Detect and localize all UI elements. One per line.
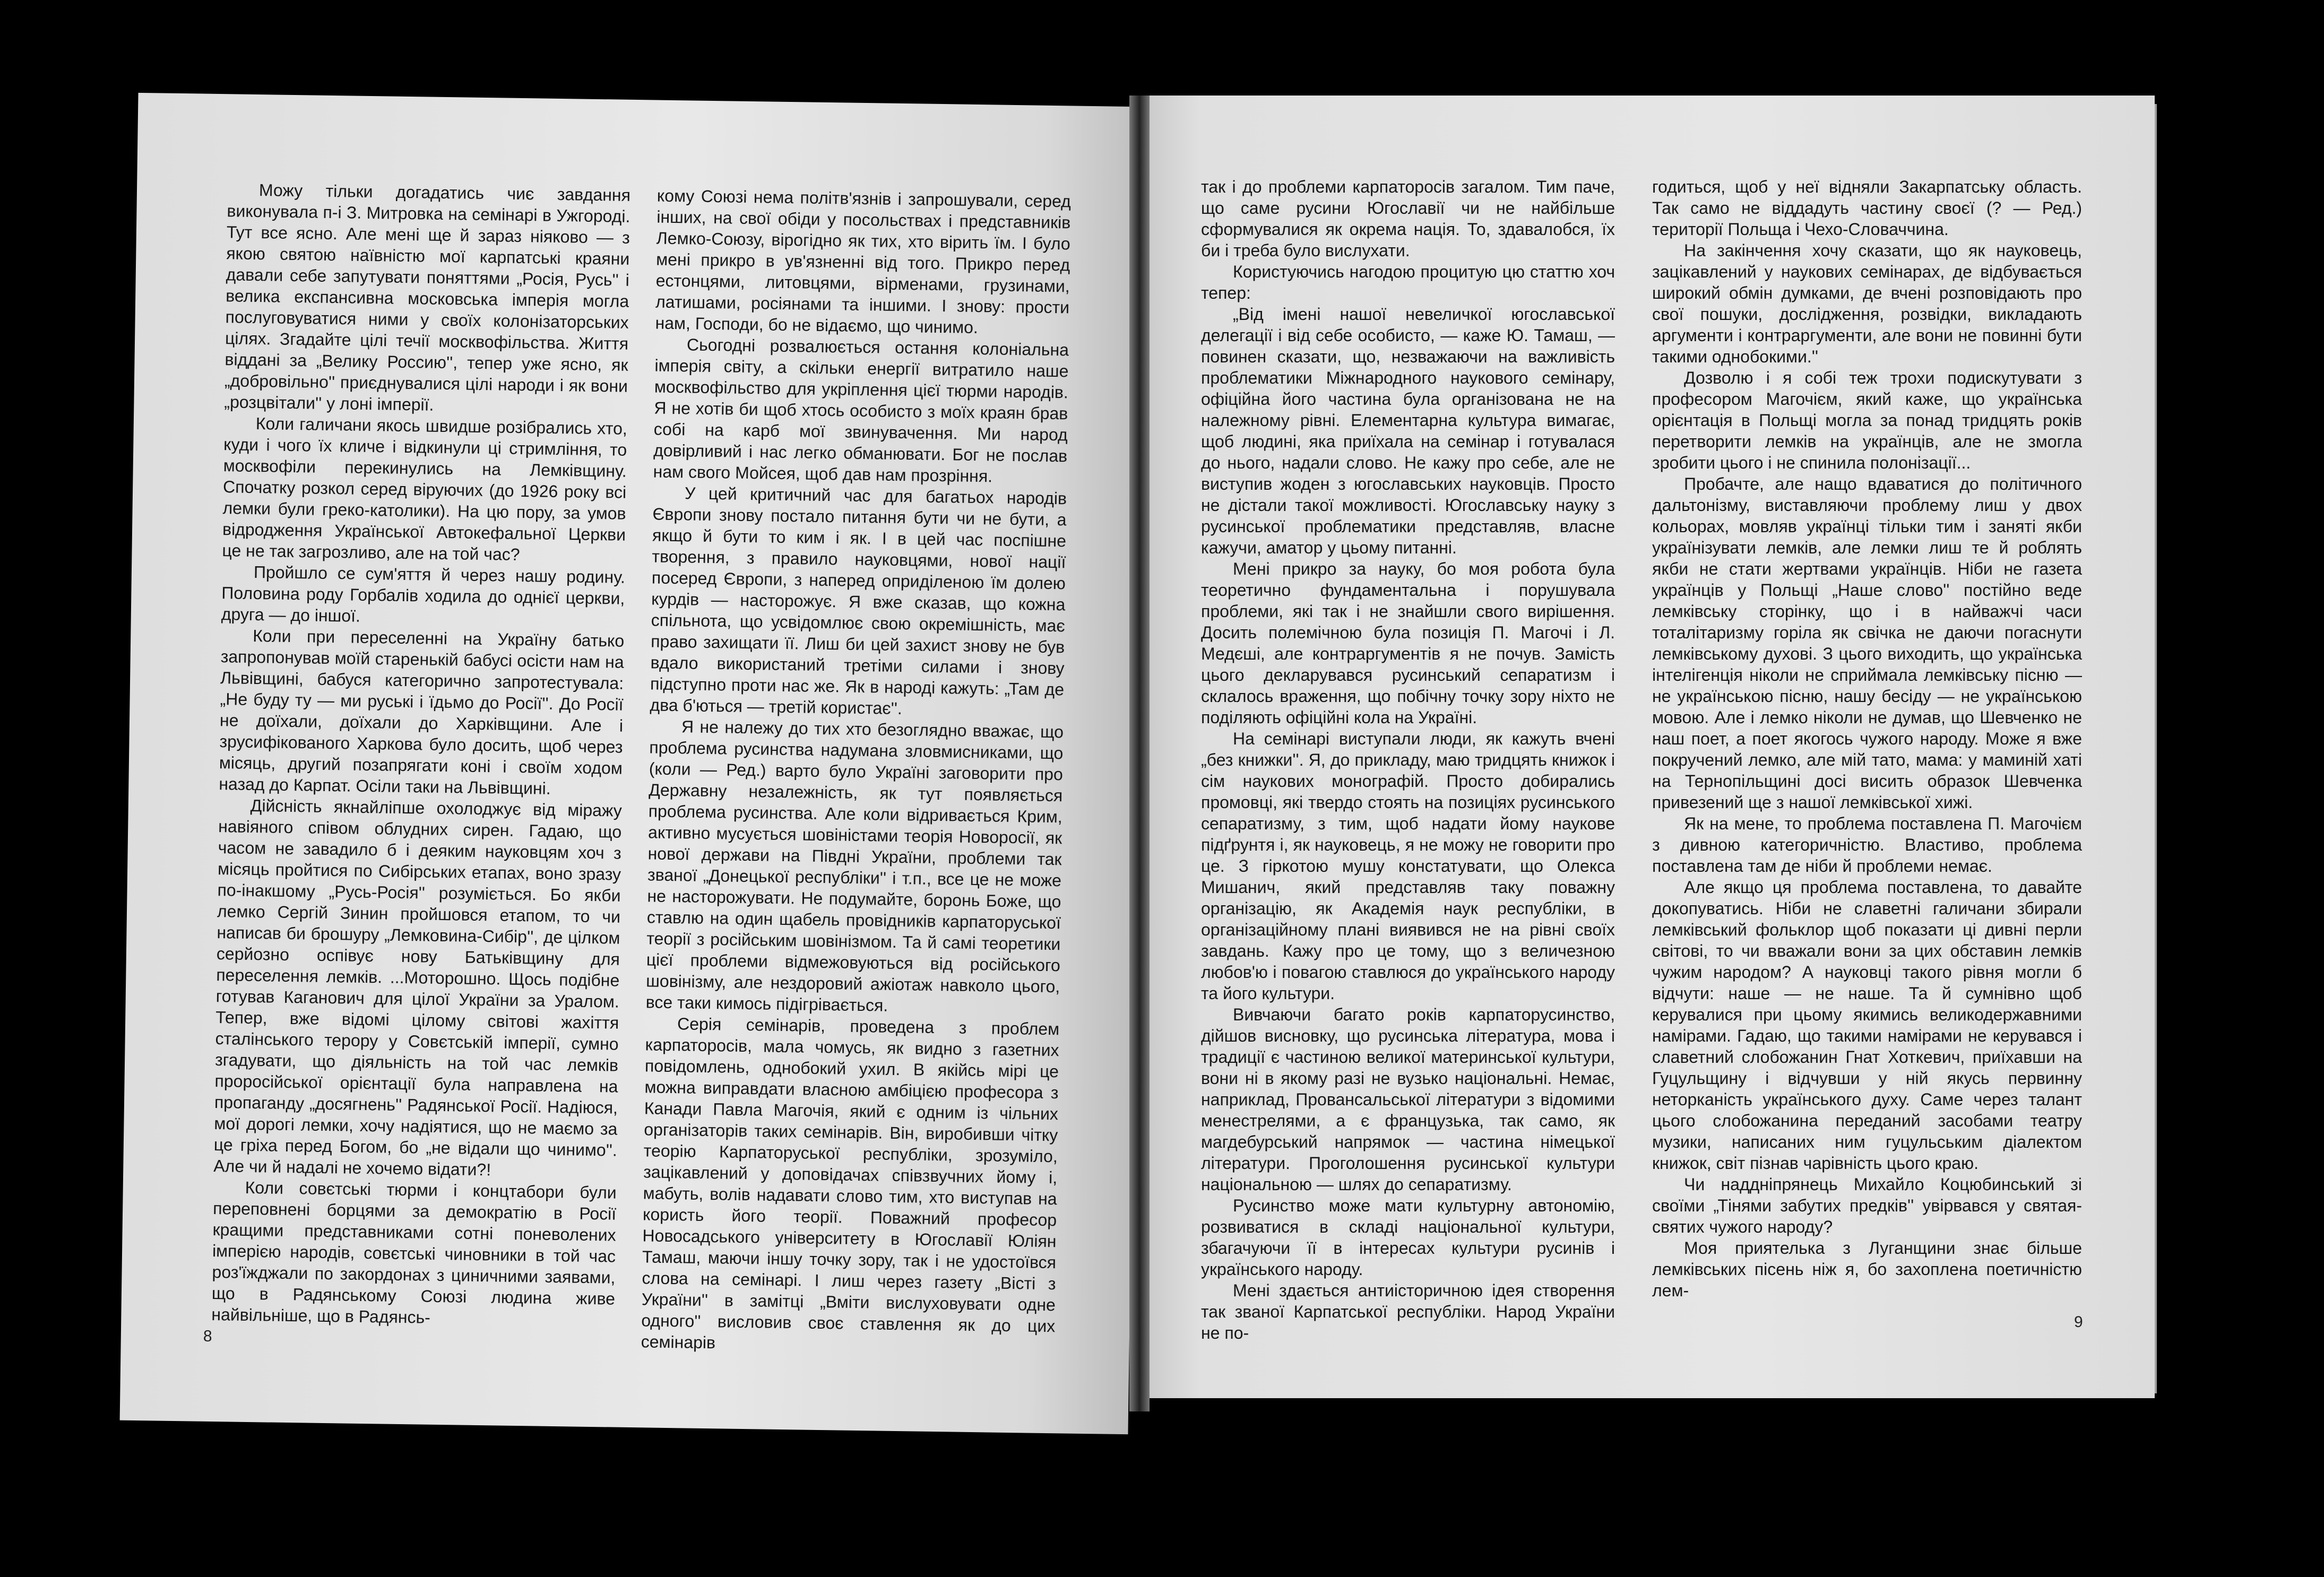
left-column-1 (211, 179, 630, 1330)
paragraph: Коли при переселенні на Україну батько запропонував моїй старенькій бабусі осісти нам на Львівщині, бабуся категорично запротестувала: „Не буду ту — ми руські і їдьмо до Росії''. До Росії не доїхали, доїхали до Харківщини. Але і зрусифікованого Харкова було досить, щоб через місяць, другий позапрягати коні і своїм ходом назад до Карпат. Осіли таки на Львівщині. (219, 626, 625, 798)
paragraph: Моя приятелька з Луганщини знає більше лемківських пісень ніж я, бо захоплена поетичністю лем- (1652, 1238, 2082, 1300)
paragraph: годиться, щоб у неї відняли Закарпатську область. Так само не віддадуть частину своєї (? — Ред.) території Польща і Чехо-Словаччина. (1652, 177, 2082, 239)
page-number-right: 9 (2074, 1313, 2083, 1331)
paragraph: Коли галичани якось швидше розібрались хто, куди і чого їх кличе і відкинули ці стримління, то москвофіли перекинулись на Лемківщину. Спочатку розкол серед віруючих (до 1926 року всі лемки були греко-католики). На цю пору, за умов відродження Української Автокефальної Церкви це не так загрозливо, але на той час? (222, 414, 628, 564)
paragraph: У цей критичний час для багатьох народів Європи знову постало питання бути чи не бути, а якщо й бути то ким і як. І в цей час поспішне творення, з правило науковцями, нової нації посеред Європи, з наперед оприділеною їм долею курдів — насторожує. Я вже сказав, що кожна спільнота, що усвідомлює свою окремішність, має право захищати її. Лиш би цей захист знову не був вдало використаний третіми силами і знову підступно проти нас же. Як в народі кажуть: „Там де два б'ються — третій користає''. (650, 483, 1067, 718)
paragraph: Дійсність якнайліпше охолоджує від міражу навіяного співом облудних сирен. Гадаю, що часом не завадило б і деяким науковцям хоч з місяць пройтися по Сибірських етапах, воно зразу по-інакшому „Русь-Росія'' розуміється. Бо якби лемко Сергій Зинин пройшовся етапом, то чи написав би брошуру „Лемковина-Сибір'', де цілком серйозно оспівує нову Батьківщину для переселення лемків. ...Моторошно. Щось подібне готував Каганович для цілої України за Уралом. Тепер, вже відомі цілому світові жахіття сталінського терору у Совєтській імперії, сумно згадувати, що діяльність на той час лемків проросійської орієнтації була направлена на пропаганду „досягнень'' Радянської Росії. Надіюся, мої дорогі лемки, хочу надіятися, що не маємо за це гріха перед Богом, бо „не відали що чинимо''. Але чи й надалі не хочемо відати?! (213, 795, 623, 1180)
paragraph: Мені здається антиісторичною ідея створення так званої Карпатської республіки. Народ України не по- (1201, 1281, 1615, 1342)
paragraph: Коли совєтські тюрми і концтабори були переповнені борцями за демократію в Росії кращими представниками сотні поневолених імперією народів, совєтські чиновники в той час роз'їжджали по закордонах з циничними заявами, що в Радянському Союзі людина живе найвільніше, що в Радянсь- (211, 1177, 617, 1327)
paragraph: Чи наддніпрянець Михайло Коцюбинський зі своїми „Тінями забутих предків'' увірвався у святая-святих чужого народу? (1652, 1175, 2082, 1236)
paragraph: Користуючись нагодою процитую цю статтю хоч тепер: (1201, 262, 1615, 302)
paragraph: Як на мене, то проблема поставлена П. Магочієм з дивною категоричністю. Властиво, проблема поставлена там де ніби й проблеми немає. (1652, 814, 2082, 876)
paragraph: „Від імені нашої невеличкої югославської делегації і від себе особисто, — каже Ю. Тамаш, — повинен сказати, що, незважаючи на важливість проблематики Міжнародного наукового семінару, офіційна його частина була організована не на належному рівні. Елементарна культура вимагає, щоб людині, яка приїхала на семінар і готувалася до нього, надали слово. Не кажу про себе, але не виступив жоден з югославських науковців. Просто не дістали такої можливості. Югославську науку з русинської проблематики представляв, власне кажучи, аматор у цьому питанні. (1201, 305, 1615, 557)
book-gutter (1129, 96, 1150, 1411)
paragraph: На закінчення хочу сказати, що як науковець, зацікавлений у наукових семінарах, де відбувається широкий обмін думками, де вчені розповідають про свої пошуки, дослідження, розвідки, викладають аргументи і контраргументи, але вони не повинні бути такими однобокими.'' (1652, 241, 2082, 366)
paragraph: кому Союзі нема політв'язнів і запрошували, серед інших, на свої обіди у посольствах і представників Лемко-Союзу, вірогідно як тих, хто вірить їм. І було мені прикро в ув'язненні від того. Прикро перед естонцями, литовцями, вірменами, грузинами, латишами, росіянами та іншими. І знову: прости нам, Господи, бо не відаємо, що чинимо. (655, 186, 1072, 337)
paragraph: Пробачте, але нащо вдаватися до політичного дальтонізму, виставляючи проблему лиш у двох кольорах, мовляв українці тільки тим і заняті якби українізувати лемків, але лемки лиш те й роблять якби не стати жертвами українців. Ніби не газета українців у Польщі „Наше слово'' постійно веде лемківську сторінку, що і в найважчі часи тоталітаризму горіла як свічка не даючи погаснути лемківському духові. З цього виходить, що українська інтелігенція ніколи не сприймала лемківську пісню — не українською пісню, нашу бесіду — не українською мовою. Але і лемко ніколи не думав, що Шевченко не наш поет, а поет якогось чужого народу. Може я вже покручений лемко, але мій тато, мама: у маминій хаті на Тернопільщині досі висить образок Шевченка привезений ще з нашої лемківської хижі. (1652, 474, 2082, 812)
paragraph: Серія семінарів, проведена з проблем карпаторосів, мала чомусь, як видно з газетних повідомлень, однобокий ухил. В якійсь мірі це можна виправдати власною амбіцією професора з Канади Павла Магочія, який є одним із чільних організаторів таких семінарів. Він, виробивши чітку теорію Карпаторуської республіки, зрозуміло, зацікавлений у доповідачах співзвучних йому і, мабуть, волів надавати слово тим, хто виступав на користь його теорії. Поважний професор Новосадського університету в Югославії Юліян Тамаш, маючи іншу точку зору, так і не удостоївся слова на семінарі. І лиш через газету „Вісті з України'' в замітці „Вміти вислуховувати одне одного'' висловив своє ставлення як до цих семінарів (641, 1014, 1060, 1353)
paragraph: Я не належу до тих хто безоглядно вважає, що проблема русинства надумана зловмисниками, що (коли — Ред.) варто було Україні заговорити про Державну незалежність, як тут появляється проблема русинства. Але коли відривається Крим, активно мусується шовіністами теорія Новоросії, як нової держави на Півдні України, проблеми так званої „Донецької республіки'' і т.п., все це не може не насторожувати. Не подумайте, боронь Боже, що ставлю на один щабель провідників карпаторуської теорії з російським шовінізмом. Та й самі теоретики цієї проблеми відмежовуються від російського шовінізму, але нездоровий ажіотаж навколо цього, все таки кимось підігрівається. (645, 717, 1064, 1015)
paragraph: Русинство може мати культурну автономію, розвиватися в складі національної культури, збагачуючи її в інтересах культури русинів і українського народу. (1201, 1196, 1615, 1279)
paragraph: Але якщо ця проблема поставлена, то давайте докопуватись. Ніби не славетні галичани збирали лемківський фольклор щоб показати ці дивні перли світові, то чи вважали вони за цих обставин лемків чужим народом? А науковці такого рівня могли б відчути: наше — не наше. Та й сумнівно щоб керувалися при цьому якимись великодержавними намірами. Гадаю, що такими намірами не керувався і славетний слобожанин Гнат Хоткевич, приїхавши на Гуцульщину і відчувши у ній якусь первинну неторканість українського духу. Саме через талант цього слобожанина переданий засобами театру музики, написаних ним гуцульським діалектом книжок, світ пізнав чарівність цього краю. (1652, 878, 2082, 1173)
left-column-2 (641, 185, 1072, 1358)
right-page (1140, 96, 2155, 1398)
paragraph: На семінарі виступали люди, як кажуть вчені „без книжки''. Я, до прикладу, маю тридцять книжок і сім наукових монографій. Просто добирались промовці, які твердо стоять на позиціях русинського сепаратизму, з тим, щоб надати йому наукове підґрунтя і, як науковець, я не можу не говорити про це. З гіркотою мушу констатувати, що Олекса Мишанич, який представляв таку поважну організацію, як Академія наук республіки, в організаційному плані виявився не на рівні своїх завдань. Кажу про це тому, що з величезною любов'ю і повагою ставлюся до українського народу та його культури. (1201, 729, 1615, 1003)
paragraph: Мені прикро за науку, бо моя робота була теоретично фундаментальна і порушувала проблеми, які так і не знайшли свого вирішення. Досить полемічною була позиція П. Магочі і Л. Медєші, але контраргументів я не почув. Замість цього декларувався русинський сепаратизм і склалось враження, що побічну точку зору ніхто не поділяють офіційні кола на Україні. (1201, 559, 1615, 727)
paragraph: Сьогодні розвалюється остання колоніальна імперія світу, а скільки енергії витратило наше москвофільство для укріплення цієї тюрми народів. Я не хотів би щоб хтось особисто з моїх краян брав собі на карб мої звинувачення. Ми народ довірливий і нас легко обманювати. Бог не послав нам свого Мойсея, щоб дав нам прозріння. (653, 335, 1069, 486)
right-column-1 (1201, 176, 1615, 1344)
right-column-2 (1652, 176, 2082, 1301)
page-number-left: 8 (203, 1327, 212, 1346)
paragraph: Вивчаючи багато років карпаторусинство, дійшов висновку, що русинська література, мова і традиції є частиною великої материнської культури, вони ні в якому разі не вузько національні. Немає, наприклад, Провансальської літератури з відомими менестрелями, а є французька, так само, як магдебурський напрямок — частина німецької літератури. Проголошення русинської культури національною — шлях до сепаратизму. (1201, 1005, 1615, 1194)
paragraph: Пройшло се сум'яття й через нашу родину. Половина роду Горбалів ходила до однієї церкви, друга — до іншої. (221, 562, 626, 626)
paragraph: Дозволю і я собі теж трохи подискутувати з професором Магочієм, який каже, що українська орієнтація в Польщі могла за понад тридцять років перетворити лемків на українців, але не змогла зробити цього і не спинила полонізації... (1652, 368, 2082, 472)
left-page (120, 93, 1147, 1434)
paragraph: Можу тільки догадатись чиє завдання виконувала п-і З. Митровка на семінарі в Ужгороді. Тут все ясно. Але мені ще й зараз ніяково — з якою святою наївністю мої карпатські краяни давали себе запутувати поняттями „Росія, Русь'' і велика експансивна московська імперія могла послуговуватися ними у своїх колонізаторських цілях. Згадайте цілі течії москвофільства. Життя віддані за „Велику Россию'', тепер уже ясно, як „добровільно'' приєднувалися цілі народи і як вони „розцвітали'' у лоні імперії. (224, 180, 631, 414)
paragraph: так і до проблеми карпаторосів загалом. Тим паче, що саме русини Югославії чи не найбільше сформувалися як окрема нація. То, здавалобся, їх би і треба було вислухати. (1201, 177, 1615, 260)
